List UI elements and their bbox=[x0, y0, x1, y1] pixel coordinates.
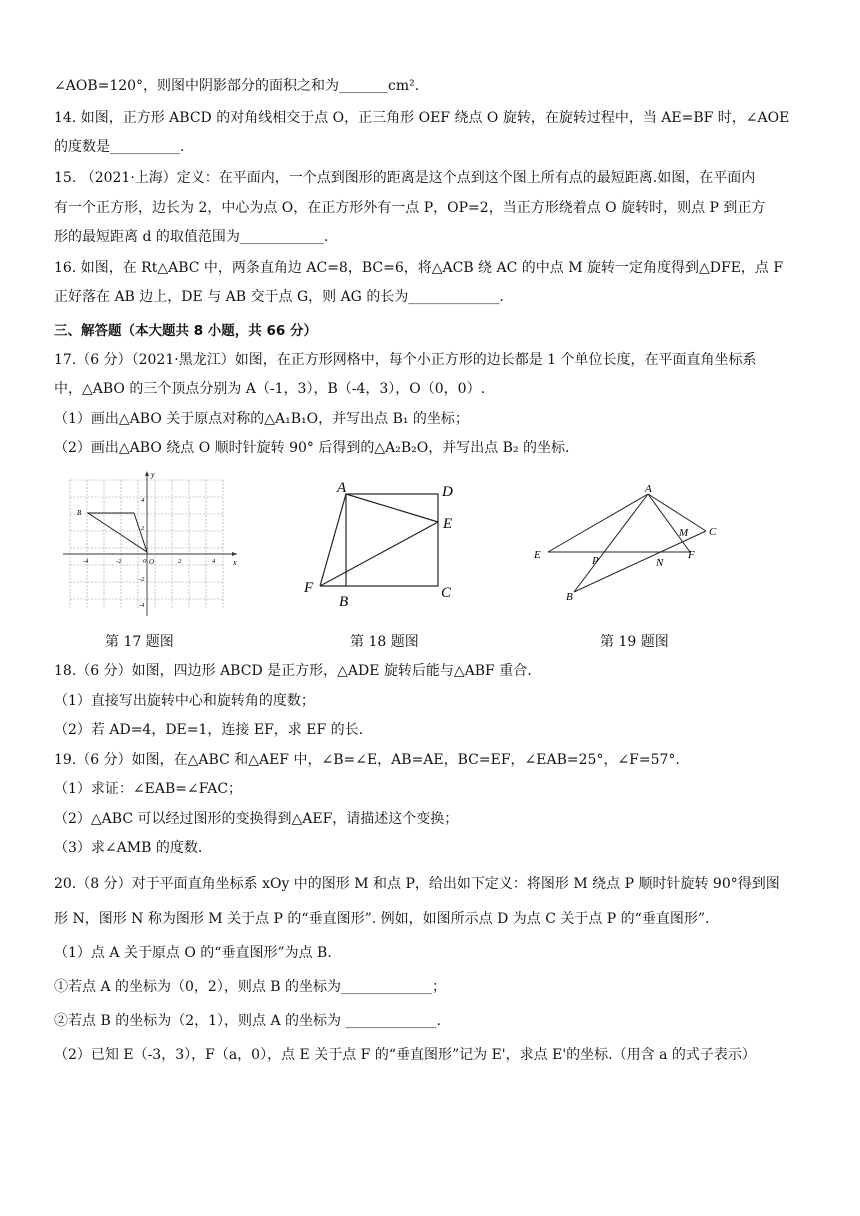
svg-text:B: B bbox=[339, 594, 349, 610]
svg-text:C: C bbox=[709, 526, 717, 538]
q15-line3: 形的最短距离 d 的取值范围为____________. bbox=[54, 229, 329, 245]
q16-line2: 正好落在 AB 边上，DE 与 AB 交于点 G，则 AG 的长为_____________. bbox=[54, 289, 504, 305]
svg-text:-2: -2 bbox=[139, 576, 145, 583]
caption-fig19: 第 19 题图 bbox=[600, 634, 669, 650]
svg-text:M: M bbox=[679, 527, 689, 539]
svg-text:F: F bbox=[304, 580, 314, 596]
svg-text:O: O bbox=[149, 558, 155, 566]
q20-line1: 20.（8 分）对于平面直角坐标系 xOy 中的图形 M 和点 P，给出如下定义：将图形 M 绕点 P 顺时针旋转 90°得到图 bbox=[54, 876, 780, 892]
q17-line1: 17.（6 分）（2021·黑龙江）如图，在正方形网格中，每个小正方形的边长都是 1 个单位长度，在平面直角坐标系 bbox=[54, 352, 757, 368]
svg-text:A: A bbox=[337, 480, 347, 496]
caption-fig17: 第 17 题图 bbox=[105, 634, 174, 650]
svg-text:2: 2 bbox=[178, 558, 182, 565]
q18-line1: 18.（6 分）如图，四边形 ABCD 是正方形，△ADE 旋转后能与△ABF 重合. bbox=[54, 663, 532, 679]
svg-text:F: F bbox=[688, 549, 695, 561]
svg-text:B: B bbox=[77, 509, 82, 517]
q15-line1: 15. （2021·上海）定义：在平面内，一个点到图形的距离是这个点到这个图上所有点的最短距离.如图，在平面内 bbox=[54, 170, 756, 186]
svg-text:D: D bbox=[442, 484, 453, 500]
svg-text:0: 0 bbox=[143, 558, 147, 565]
svg-text:C: C bbox=[441, 585, 452, 601]
q19-part3: （3）求∠AMB 的度数. bbox=[54, 840, 203, 856]
figure-17 bbox=[55, 468, 255, 618]
q20-part1: （1）点 A 关于原点 O 的“垂直图形”为点 B. bbox=[54, 945, 332, 961]
section-heading: 三、解答题（本大题共 8 小题，共 66 分） bbox=[54, 323, 317, 339]
svg-text:A: A bbox=[645, 483, 652, 495]
svg-text:y: y bbox=[151, 470, 155, 479]
q19-line1: 19.（6 分）如图，在△ABC 和△AEF 中，∠B=∠E，AB=AE，BC=EF，∠EAB=25°，∠F=57°. bbox=[54, 752, 680, 768]
q14-line2: 的度数是__________. bbox=[54, 139, 185, 155]
q18-part1: （1）直接写出旋转中心和旋转角的度数； bbox=[54, 693, 315, 709]
svg-text:4: 4 bbox=[212, 558, 216, 565]
q19-part1: （1）求证：∠EAB=∠FAC； bbox=[54, 781, 243, 797]
q17-line2: 中，△ABO 的三个顶点分别为 A（-1，3），B（-4，3），O（0，0）. bbox=[54, 381, 486, 397]
figure-19 bbox=[528, 478, 728, 608]
svg-text:B: B bbox=[566, 591, 573, 603]
svg-text:x: x bbox=[233, 558, 237, 567]
svg-text:-4: -4 bbox=[139, 602, 145, 609]
q19-part2: （2）△ABC 可以经过图形的变换得到△AEF，请描述这个变换； bbox=[54, 811, 459, 827]
q14-line1: 14. 如图，正方形 ABCD 的对角线相交于点 O，正三角形 OEF 绕点 O 旋转，在旋转过程中，当 AE=BF 时，∠AOE bbox=[54, 110, 790, 126]
q17-part1: （1）画出△ABO 关于原点对称的△A₁B₁O，并写出点 B₁ 的坐标； bbox=[54, 411, 469, 427]
svg-text:2: 2 bbox=[141, 525, 145, 532]
svg-text:N: N bbox=[656, 557, 664, 569]
svg-text:E: E bbox=[534, 549, 541, 561]
q20-part1-b: ②若点 B 的坐标为（2，1），则点 A 的坐标为 _____________. bbox=[54, 1013, 441, 1029]
svg-text:E: E bbox=[443, 516, 453, 532]
q17-part2: （2）画出△ABO 绕点 O 顺时针旋转 90° 后得到的△A₂B₂O，并写出点 B₂ 的坐标. bbox=[54, 440, 570, 456]
svg-text:4: 4 bbox=[141, 497, 145, 504]
q20-line2: 形 N，图形 N 称为图形 M 关于点 P 的“垂直图形”. 例如，如图所示点 D 为点 C 关于点 P 的“垂直图形”. bbox=[54, 911, 710, 927]
q15-line2: 有一个正方形，边长为 2，中心为点 O，在正方形外有一点 P，OP=2，当正方形绕着点 O 旋转时，则点 P 到正方 bbox=[54, 200, 766, 216]
q20-part2: （2）已知 E（-3，3），F（a，0），点 E 关于点 F 的“垂直图形”记为 E'，求点 E'的坐标.（用含 a 的式子表示） bbox=[54, 1047, 756, 1063]
q20-part1-a: ①若点 A 的坐标为（0，2），则点 B 的坐标为_____________； bbox=[54, 979, 447, 995]
q18-part2: （2）若 AD=4，DE=1，连接 EF，求 EF 的长. bbox=[54, 722, 364, 738]
figure-18 bbox=[298, 476, 468, 611]
caption-fig18: 第 18 题图 bbox=[350, 634, 419, 650]
q13-tail: ∠AOB=120°，则图中阴影部分的面积之和为_______cm². bbox=[54, 78, 420, 94]
svg-text:-2: -2 bbox=[116, 558, 122, 565]
q16-line1: 16. 如图，在 Rt△ABC 中，两条直角边 AC=8，BC=6，将△ACB 绕 AC 的中点 M 旋转一定角度得到△DFE，点 F bbox=[54, 260, 784, 276]
svg-text:P: P bbox=[592, 555, 599, 567]
svg-text:-4: -4 bbox=[83, 558, 89, 565]
